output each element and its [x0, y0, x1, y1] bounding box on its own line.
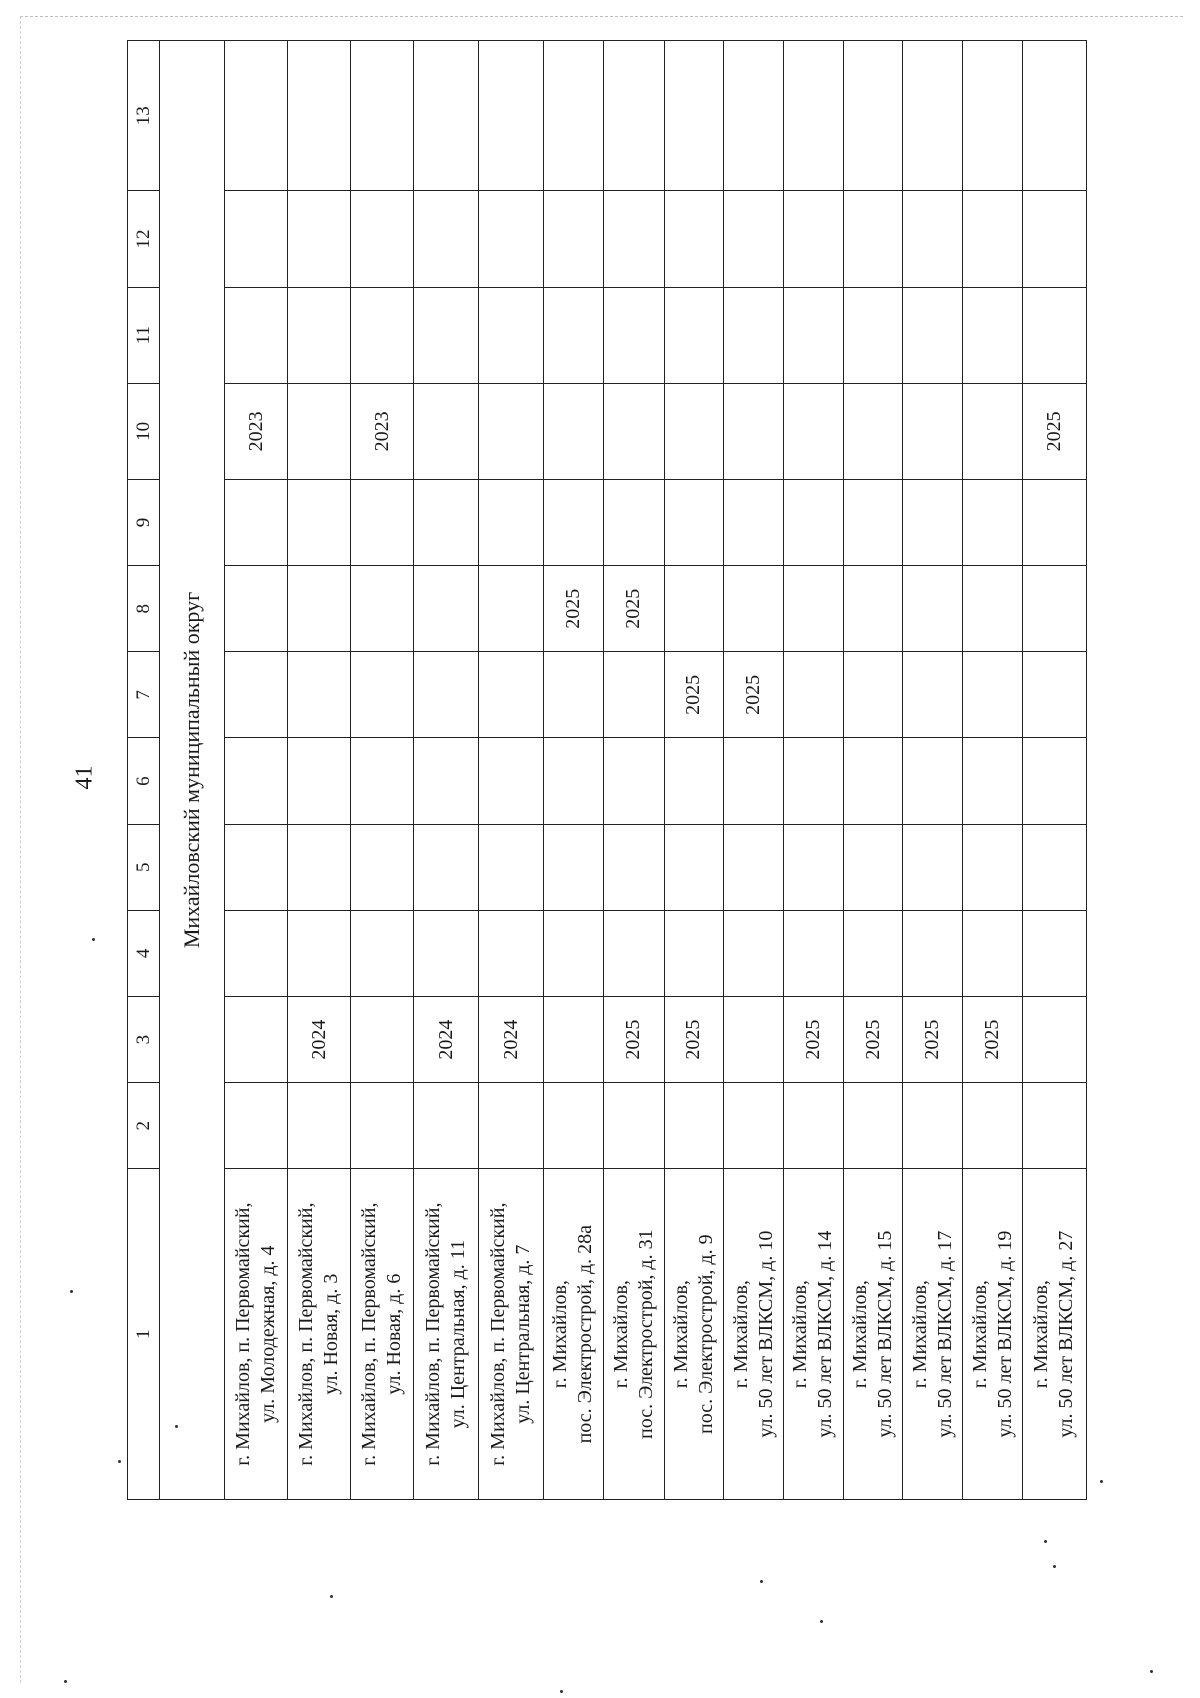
empty-cell	[664, 191, 724, 287]
empty-cell	[1022, 479, 1086, 565]
address-cell	[903, 1169, 963, 1500]
table-row	[963, 41, 1023, 1500]
year-cell-col-8	[288, 566, 351, 652]
year-cell-col-10	[843, 383, 903, 479]
speck	[1100, 1480, 1103, 1483]
address-line: пос. Электрострой, д. 28а	[574, 1224, 597, 1444]
empty-cell	[603, 191, 664, 287]
year-cell-col-8	[225, 566, 288, 652]
year-cell-col-3: 2024	[414, 996, 479, 1082]
empty-cell	[664, 824, 724, 910]
year-cell-col-7	[544, 652, 604, 738]
header-cell: 7	[128, 652, 160, 738]
empty-cell	[963, 1083, 1023, 1169]
empty-cell	[903, 191, 963, 287]
address-line: пос. Электрострой, д. 9	[694, 1234, 717, 1434]
address-line: г. Михайлов, п. Первомайский,	[358, 1202, 381, 1466]
year-cell-col-8	[664, 566, 724, 652]
address-cell	[288, 1169, 351, 1500]
year-cell-col-7	[784, 652, 844, 738]
year-cell-col-10	[784, 383, 844, 479]
header-row	[128, 41, 160, 1500]
speck	[92, 938, 95, 941]
empty-cell	[963, 738, 1023, 824]
empty-cell	[963, 910, 1023, 996]
address-cell	[351, 1169, 414, 1500]
speck	[64, 1680, 67, 1683]
empty-cell	[544, 1083, 604, 1169]
year-cell-col-8	[479, 566, 544, 652]
empty-cell	[479, 41, 544, 191]
empty-cell	[843, 41, 903, 191]
empty-cell	[479, 738, 544, 824]
year-cell-col-7	[479, 652, 544, 738]
region-title: Михайловский муниципальный округ	[160, 41, 225, 1500]
empty-cell	[544, 824, 604, 910]
empty-cell	[664, 41, 724, 191]
speck	[330, 1595, 333, 1598]
year-cell-col-3: 2025	[963, 996, 1023, 1082]
speck	[820, 1620, 823, 1623]
year-cell-col-7	[288, 652, 351, 738]
year-cell-col-7	[351, 652, 414, 738]
empty-cell	[784, 41, 844, 191]
empty-cell	[843, 738, 903, 824]
empty-cell	[603, 479, 664, 565]
table-row	[843, 41, 903, 1500]
year-cell-col-7	[843, 652, 903, 738]
empty-cell	[288, 738, 351, 824]
header-cell: 8	[128, 566, 160, 652]
empty-cell	[288, 287, 351, 383]
empty-cell	[784, 910, 844, 996]
empty-cell	[288, 41, 351, 191]
header-cell: 11	[128, 287, 160, 383]
table-row	[479, 41, 544, 1500]
empty-cell	[351, 910, 414, 996]
empty-cell	[903, 910, 963, 996]
address-cell	[544, 1169, 604, 1500]
header-cell: 6	[128, 738, 160, 824]
empty-cell	[351, 738, 414, 824]
empty-cell	[479, 824, 544, 910]
speck	[1150, 1670, 1153, 1673]
address-line: ул. 50 лет ВЛКСМ, д. 10	[754, 1230, 777, 1438]
empty-cell	[664, 287, 724, 383]
year-cell-col-7: 2025	[724, 652, 784, 738]
table-row	[903, 41, 963, 1500]
table-row	[288, 41, 351, 1500]
region-row	[160, 41, 225, 1500]
empty-cell	[843, 910, 903, 996]
empty-cell	[603, 824, 664, 910]
empty-cell	[544, 910, 604, 996]
year-cell-col-3: 2025	[784, 996, 844, 1082]
speck	[560, 1690, 563, 1693]
page-number: 41	[71, 765, 98, 790]
table-row	[724, 41, 784, 1500]
year-cell-col-7	[225, 652, 288, 738]
header-cell: 9	[128, 479, 160, 565]
empty-cell	[544, 41, 604, 191]
empty-cell	[1022, 910, 1086, 996]
empty-cell	[724, 1083, 784, 1169]
empty-cell	[544, 479, 604, 565]
empty-cell	[288, 910, 351, 996]
address-line: ул. Центральная, д. 7	[512, 1244, 535, 1424]
speck	[1053, 1565, 1056, 1568]
address-line: ул. Новая, д. 6	[383, 1273, 406, 1395]
empty-cell	[288, 479, 351, 565]
housing-schedule-table	[127, 40, 1087, 1500]
table-body	[128, 41, 1087, 1500]
empty-cell	[351, 191, 414, 287]
empty-cell	[1022, 287, 1086, 383]
year-cell-col-8	[963, 566, 1023, 652]
empty-cell	[1022, 1083, 1086, 1169]
empty-cell	[843, 191, 903, 287]
empty-cell	[225, 41, 288, 191]
empty-cell	[724, 41, 784, 191]
year-cell-col-10	[724, 383, 784, 479]
table-row	[414, 41, 479, 1500]
year-cell-col-8	[784, 566, 844, 652]
address-line: пос. Электрострой, д. 31	[634, 1229, 657, 1439]
header-cell: 5	[128, 824, 160, 910]
year-cell-col-8: 2025	[603, 566, 664, 652]
empty-cell	[843, 1083, 903, 1169]
address-line: ул. 50 лет ВЛКСМ, д. 15	[874, 1230, 897, 1438]
address-cell	[225, 1169, 288, 1500]
empty-cell	[963, 824, 1023, 910]
year-cell-col-10	[603, 383, 664, 479]
empty-cell	[414, 910, 479, 996]
table-row	[664, 41, 724, 1500]
speck	[1044, 1540, 1047, 1543]
empty-cell	[225, 191, 288, 287]
year-cell-col-7	[414, 652, 479, 738]
address-line: ул. 50 лет ВЛКСМ, д. 27	[1055, 1230, 1078, 1438]
empty-cell	[225, 287, 288, 383]
empty-cell	[351, 287, 414, 383]
empty-cell	[1022, 738, 1086, 824]
year-cell-col-10	[963, 383, 1023, 479]
year-cell-col-3: 2025	[903, 996, 963, 1082]
address-cell	[843, 1169, 903, 1500]
year-cell-col-3: 2024	[288, 996, 351, 1082]
empty-cell	[843, 287, 903, 383]
header-cell: 10	[128, 383, 160, 479]
header-cell: 13	[128, 41, 160, 191]
empty-cell	[225, 824, 288, 910]
empty-cell	[724, 191, 784, 287]
empty-cell	[903, 287, 963, 383]
address-cell	[724, 1169, 784, 1500]
year-cell-col-3: 2025	[664, 996, 724, 1082]
empty-cell	[963, 479, 1023, 565]
year-cell-col-8	[351, 566, 414, 652]
empty-cell	[784, 287, 844, 383]
year-cell-col-3	[351, 996, 414, 1082]
year-cell-col-10	[288, 383, 351, 479]
empty-cell	[784, 824, 844, 910]
empty-cell	[1022, 191, 1086, 287]
empty-cell	[664, 738, 724, 824]
empty-cell	[351, 479, 414, 565]
year-cell-col-8	[414, 566, 479, 652]
empty-cell	[603, 910, 664, 996]
empty-cell	[963, 41, 1023, 191]
address-line: г. Михайлов, п. Первомайский,	[487, 1202, 510, 1466]
year-cell-col-10	[664, 383, 724, 479]
empty-cell	[351, 1083, 414, 1169]
address-line: ул. Новая, д. 3	[320, 1273, 343, 1395]
address-cell	[664, 1169, 724, 1500]
address-line: ул. Центральная, д. 11	[447, 1239, 470, 1429]
address-cell	[479, 1169, 544, 1500]
speck	[760, 1580, 763, 1583]
address-line: г. Михайлов,	[789, 1280, 812, 1389]
header-cell: 1	[128, 1169, 160, 1500]
empty-cell	[414, 738, 479, 824]
year-cell-col-8: 2025	[544, 566, 604, 652]
year-cell-col-3: 2024	[479, 996, 544, 1082]
address-cell	[963, 1169, 1023, 1500]
empty-cell	[603, 1083, 664, 1169]
address-line: г. Михайлов,	[849, 1280, 872, 1389]
empty-cell	[351, 824, 414, 910]
empty-cell	[963, 191, 1023, 287]
empty-cell	[414, 287, 479, 383]
speck	[175, 1425, 178, 1428]
empty-cell	[724, 738, 784, 824]
year-cell-col-7	[1022, 652, 1086, 738]
address-line: г. Михайлов, п. Первомайский,	[295, 1202, 318, 1466]
empty-cell	[843, 479, 903, 565]
header-cell: 3	[128, 996, 160, 1082]
empty-cell	[724, 824, 784, 910]
year-cell-col-7	[903, 652, 963, 738]
address-line: г. Михайлов, п. Первомайский,	[232, 1202, 255, 1466]
address-line: ул. 50 лет ВЛКСМ, д. 14	[814, 1230, 837, 1438]
empty-cell	[544, 738, 604, 824]
empty-cell	[603, 287, 664, 383]
year-cell-col-8	[1022, 566, 1086, 652]
header-cell: 4	[128, 910, 160, 996]
empty-cell	[724, 287, 784, 383]
empty-cell	[225, 738, 288, 824]
year-cell-col-3: 2025	[843, 996, 903, 1082]
address-line: г. Михайлов,	[908, 1280, 931, 1389]
address-line: г. Михайлов,	[669, 1280, 692, 1389]
empty-cell	[724, 479, 784, 565]
address-line: ул. Молодежная, д. 4	[257, 1245, 280, 1423]
address-line: ул. 50 лет ВЛКСМ, д. 19	[993, 1230, 1016, 1438]
empty-cell	[414, 41, 479, 191]
empty-cell	[1022, 824, 1086, 910]
empty-cell	[664, 1083, 724, 1169]
year-cell-col-10	[479, 383, 544, 479]
address-line: г. Михайлов, п. Первомайский,	[422, 1202, 445, 1466]
empty-cell	[903, 824, 963, 910]
empty-cell	[903, 41, 963, 191]
year-cell-col-7	[603, 652, 664, 738]
year-cell-col-10	[414, 383, 479, 479]
empty-cell	[351, 41, 414, 191]
empty-cell	[225, 910, 288, 996]
empty-cell	[903, 738, 963, 824]
speck	[118, 1460, 121, 1463]
empty-cell	[784, 1083, 844, 1169]
empty-cell	[414, 479, 479, 565]
year-cell-col-3	[1022, 996, 1086, 1082]
address-line: г. Михайлов,	[549, 1280, 572, 1389]
empty-cell	[414, 1083, 479, 1169]
empty-cell	[414, 191, 479, 287]
header-cell: 12	[128, 191, 160, 287]
year-cell-col-3	[544, 996, 604, 1082]
empty-cell	[903, 479, 963, 565]
table-row	[603, 41, 664, 1500]
empty-cell	[843, 824, 903, 910]
empty-cell	[479, 191, 544, 287]
year-cell-col-3	[225, 996, 288, 1082]
empty-cell	[414, 824, 479, 910]
empty-cell	[479, 910, 544, 996]
rotated-table-container	[127, 40, 1087, 1500]
year-cell-col-8	[843, 566, 903, 652]
address-line: г. Михайлов,	[1030, 1280, 1053, 1389]
year-cell-col-10	[903, 383, 963, 479]
empty-cell	[288, 824, 351, 910]
empty-cell	[784, 479, 844, 565]
year-cell-col-3: 2025	[603, 996, 664, 1082]
empty-cell	[903, 1083, 963, 1169]
table-row	[784, 41, 844, 1500]
empty-cell	[603, 41, 664, 191]
empty-cell	[1022, 41, 1086, 191]
empty-cell	[479, 1083, 544, 1169]
address-cell	[603, 1169, 664, 1500]
year-cell-col-8	[724, 566, 784, 652]
year-cell-col-3	[724, 996, 784, 1082]
empty-cell	[664, 910, 724, 996]
address-line: г. Михайлов,	[609, 1280, 632, 1389]
empty-cell	[603, 738, 664, 824]
year-cell-col-10: 2023	[225, 383, 288, 479]
address-line: г. Михайлов,	[729, 1280, 752, 1389]
empty-cell	[544, 191, 604, 287]
empty-cell	[664, 479, 724, 565]
empty-cell	[225, 1083, 288, 1169]
empty-cell	[544, 287, 604, 383]
address-cell	[414, 1169, 479, 1500]
empty-cell	[225, 479, 288, 565]
year-cell-col-10	[544, 383, 604, 479]
year-cell-col-7	[963, 652, 1023, 738]
empty-cell	[724, 910, 784, 996]
year-cell-col-10: 2025	[1022, 383, 1086, 479]
empty-cell	[784, 738, 844, 824]
speck	[70, 1290, 73, 1293]
table-row	[544, 41, 604, 1500]
address-line: г. Михайлов,	[968, 1280, 991, 1389]
address-line: ул. 50 лет ВЛКСМ, д. 17	[933, 1230, 956, 1438]
address-cell	[784, 1169, 844, 1500]
empty-cell	[288, 1083, 351, 1169]
address-cell	[1022, 1169, 1086, 1500]
empty-cell	[479, 479, 544, 565]
empty-cell	[784, 191, 844, 287]
year-cell-col-7: 2025	[664, 652, 724, 738]
empty-cell	[479, 287, 544, 383]
year-cell-col-8	[903, 566, 963, 652]
table-row	[1022, 41, 1086, 1500]
table-row	[351, 41, 414, 1500]
table-row	[225, 41, 288, 1500]
empty-cell	[288, 191, 351, 287]
header-cell: 2	[128, 1083, 160, 1169]
empty-cell	[963, 287, 1023, 383]
year-cell-col-10: 2023	[351, 383, 414, 479]
